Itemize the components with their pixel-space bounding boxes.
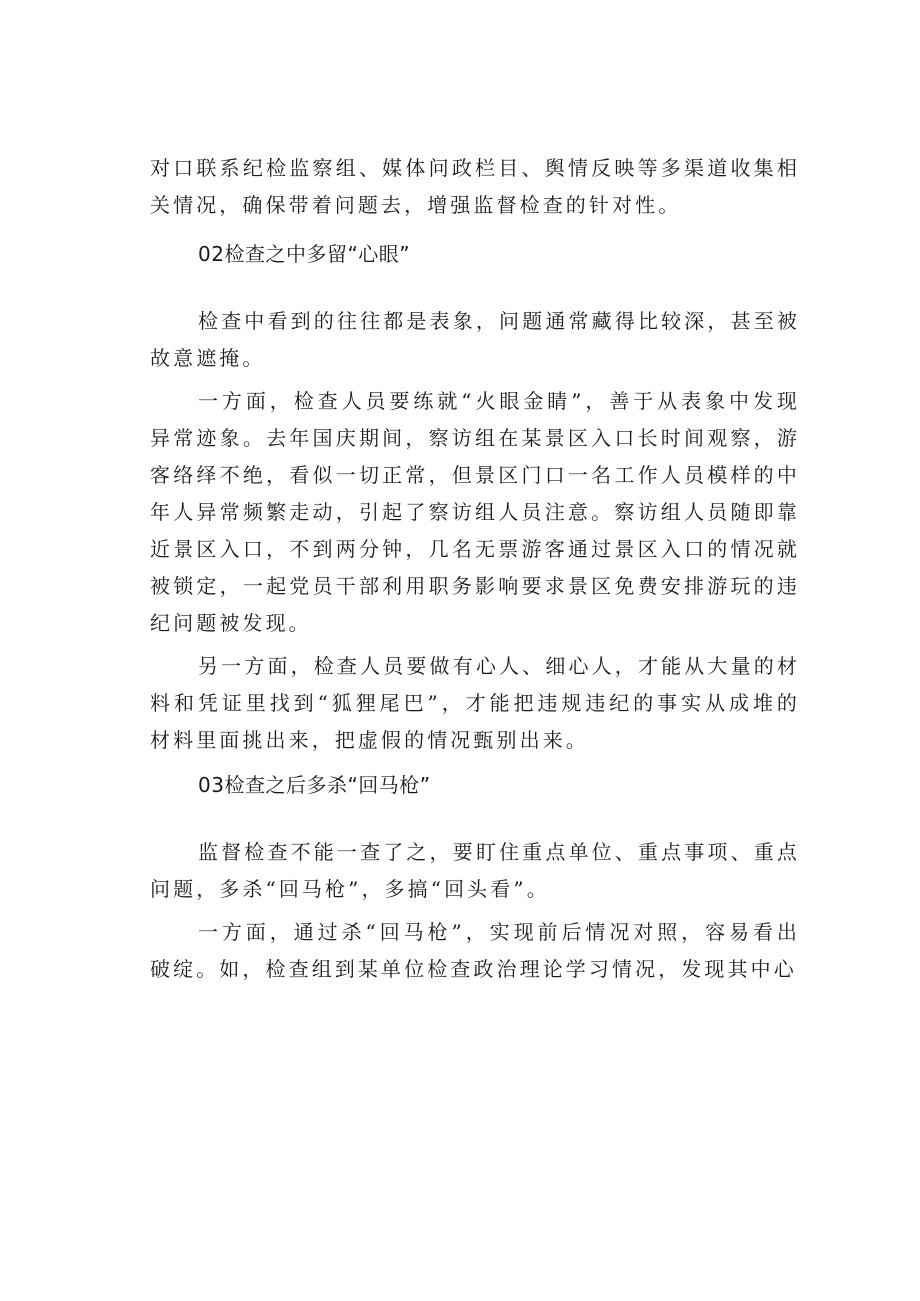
section-heading-02: 02检查之中多留“心眼” <box>198 242 411 266</box>
paragraph: 检查中看到的往往都是表象，问题通常藏得比较深，甚至被故意遮掩。 <box>150 309 800 370</box>
document-page <box>150 150 800 994</box>
paragraph: 一方面，通过杀“回马枪”，实现前后情况对照，容易看出破绽。如，检查组到某单位检查政治理论学习情况，发现其中心 <box>150 920 800 981</box>
paragraph: 一方面，检查人员要练就“火眼金睛”，善于从表象中发现异常迹象。去年国庆期间，察访组在某景区入口长时间观察，游客络绎不绝，看似一切正常，但景区门口一名工作人员模样的中年人异常频繁走动，引起了察访组人员注意。察访组人员随即靠近景区入口，不到两分钟，几名无票游客通过景区入口的情况就被锁定，一起党员干部利用职务影响要求景区免费安排游玩的违纪问题被发现。 <box>150 389 800 635</box>
section-heading-03: 03检查之后多杀“回马枪” <box>198 773 431 797</box>
paragraph: 另一方面，检查人员要做有心人、细心人，才能从大量的材料和凭证里找到“狐狸尾巴”，才能把违规违纪的事实从成堆的材料里面挑出来，把虚假的情况甄别出来。 <box>150 654 800 752</box>
paragraph-continued: 对口联系纪检监察组、媒体问政栏目、舆情反映等多渠道收集相关情况，确保带着问题去，增强监督检查的针对性。 <box>150 156 800 217</box>
paragraph: 监督检查不能一查了之，要盯住重点单位、重点事项、重点问题，多杀“回马枪”，多搞“回头看”。 <box>150 840 800 901</box>
